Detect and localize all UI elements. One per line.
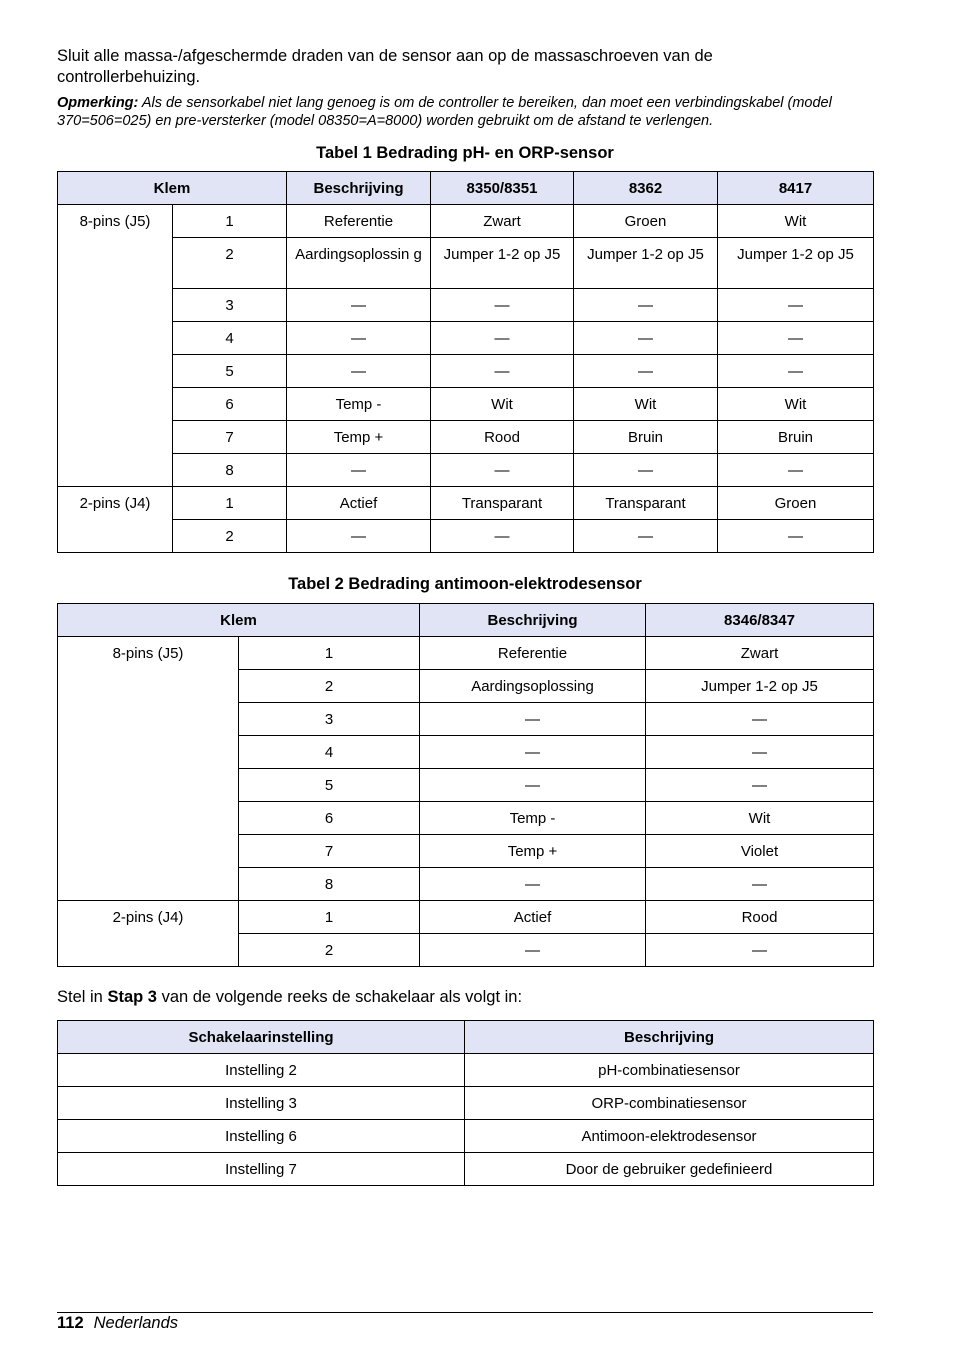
table-cell: Zwart [431, 205, 574, 238]
table-cell: — [420, 703, 646, 736]
table-row [58, 205, 874, 238]
table-cell: — [420, 868, 646, 901]
table-cell: Rood [646, 901, 874, 934]
table-cell: Actief [420, 901, 646, 934]
table-cell: — [646, 703, 874, 736]
table-cell: — [574, 322, 718, 355]
table-cell: Antimoon-elektrodesensor [465, 1120, 874, 1153]
table-row [58, 322, 874, 355]
note [57, 94, 877, 130]
table2-header-klem: Klem [58, 604, 420, 637]
table-cell: Jumper 1-2 op J5 [431, 238, 574, 289]
table-row [58, 421, 874, 454]
table-cell: Bruin [718, 421, 874, 454]
table-cell: Instelling 3 [58, 1087, 465, 1120]
table-cell: Instelling 2 [58, 1054, 465, 1087]
note-text: Als de sensorkabel niet lang genoeg is om de controller te bereiken, dan moet een verbindingskabel (model 370=506=025) en pre-versterker (model 08350=A=8000) worden gebruikt om de afstand te verlengen. [57, 95, 832, 129]
table-cell: 8 [173, 454, 287, 487]
table1-header-8350: 8350/8351 [431, 172, 574, 205]
page-footer [57, 1313, 178, 1333]
table-cell: 1 [173, 205, 287, 238]
table-cell: — [287, 355, 431, 388]
table-cell: 7 [239, 835, 420, 868]
table-row [58, 520, 874, 553]
switch-instruction-post: van de volgende reeks de schakelaar als volgt in: [156, 988, 523, 1006]
table1-caption: Tabel 1 Bedrading pH- en ORP-sensor [316, 144, 614, 162]
table-cell: Referentie [287, 205, 431, 238]
table-cell: — [718, 322, 874, 355]
table-cell: Jumper 1-2 op J5 [646, 670, 874, 703]
table2-group-j5: 8-pins (J5) [58, 637, 239, 901]
table-cell: Aardingsoplossin g [287, 238, 431, 289]
table-row [58, 901, 874, 934]
table-cell: Wit [646, 802, 874, 835]
table-cell: Wit [718, 205, 874, 238]
table-cell: Wit [431, 388, 574, 421]
table-row [58, 637, 874, 670]
table-cell: — [646, 769, 874, 802]
table3-header-row [58, 1021, 874, 1054]
table-cell: 5 [173, 355, 287, 388]
table-cell: — [718, 355, 874, 388]
table-cell: — [431, 355, 574, 388]
table-cell: 4 [173, 322, 287, 355]
table-row [58, 1054, 874, 1087]
table1-header-beschrijving: Beschrijving [287, 172, 431, 205]
table-cell: — [718, 454, 874, 487]
table-cell: 3 [173, 289, 287, 322]
table1-group-j5: 8-pins (J5) [58, 205, 173, 487]
table1 [57, 171, 874, 553]
table-cell: — [718, 289, 874, 322]
table-row [58, 454, 874, 487]
switch-instruction-pre: Stel in [57, 988, 108, 1006]
table-cell: — [420, 769, 646, 802]
table-cell: Temp + [287, 421, 431, 454]
table-cell: — [574, 454, 718, 487]
table-cell: Groen [574, 205, 718, 238]
table-row [58, 388, 874, 421]
table-cell: Transparant [574, 487, 718, 520]
table-cell: 6 [239, 802, 420, 835]
table-cell: — [574, 520, 718, 553]
note-label: Opmerking: [57, 95, 139, 111]
table-row [58, 238, 874, 289]
table2-header-row [58, 604, 874, 637]
table-cell: — [431, 289, 574, 322]
table-cell: — [646, 934, 874, 967]
table2 [57, 603, 874, 967]
table-cell: 1 [239, 637, 420, 670]
table-cell: 1 [173, 487, 287, 520]
table-cell: — [431, 520, 574, 553]
table-cell: — [287, 289, 431, 322]
switch-instruction [57, 987, 522, 1008]
table-cell: Jumper 1-2 op J5 [574, 238, 718, 289]
table-cell: — [431, 454, 574, 487]
table-cell: Transparant [431, 487, 574, 520]
table-cell: — [646, 736, 874, 769]
table-cell: Rood [431, 421, 574, 454]
table1-header-row [58, 172, 874, 205]
table-cell: 2 [239, 670, 420, 703]
footer-language: Nederlands [93, 1314, 179, 1332]
table-cell: 2 [173, 520, 287, 553]
table-cell: 2 [173, 238, 287, 289]
table-cell: Wit [718, 388, 874, 421]
table-row [58, 1087, 874, 1120]
table-cell: Groen [718, 487, 874, 520]
switch-instruction-step: Stap 3 [107, 988, 157, 1006]
table-cell: 2 [239, 934, 420, 967]
table-cell: Instelling 6 [58, 1120, 465, 1153]
table-cell: 8 [239, 868, 420, 901]
table-cell: Temp + [420, 835, 646, 868]
table1-group-j4: 2-pins (J4) [58, 487, 173, 553]
table-cell: Door de gebruiker gedefinieerd [465, 1153, 874, 1186]
table-row [58, 487, 874, 520]
table-cell: 7 [173, 421, 287, 454]
table2-header-beschrijving: Beschrijving [420, 604, 646, 637]
table-cell: Referentie [420, 637, 646, 670]
table1-header-klem: Klem [58, 172, 287, 205]
table2-caption: Tabel 2 Bedrading antimoon-elektrodesensor [288, 575, 642, 593]
table-cell: Bruin [574, 421, 718, 454]
table-row [58, 1120, 874, 1153]
table2-header-8346: 8346/8347 [646, 604, 874, 637]
table1-header-8362: 8362 [574, 172, 718, 205]
table-row [58, 289, 874, 322]
table-cell: Violet [646, 835, 874, 868]
table1-header-8417: 8417 [718, 172, 874, 205]
table-row [58, 1153, 874, 1186]
table-cell: pH-combinatiesensor [465, 1054, 874, 1087]
table-cell: 6 [173, 388, 287, 421]
footer-divider [57, 1312, 873, 1313]
table-cell: 3 [239, 703, 420, 736]
table-cell: Aardingsoplossing [420, 670, 646, 703]
table-cell: Temp - [287, 388, 431, 421]
table-cell: Actief [287, 487, 431, 520]
table-cell: — [646, 868, 874, 901]
table-cell: 5 [239, 769, 420, 802]
table-cell: — [420, 934, 646, 967]
table2-group-j4: 2-pins (J4) [58, 901, 239, 967]
table-cell: Jumper 1-2 op J5 [718, 238, 874, 289]
page-number: 112 [57, 1314, 84, 1332]
table-cell: — [574, 289, 718, 322]
table-cell: — [574, 355, 718, 388]
table3-header-description: Beschrijving [465, 1021, 874, 1054]
table-cell: — [718, 520, 874, 553]
table3 [57, 1020, 874, 1186]
table-cell: Temp - [420, 802, 646, 835]
table-cell: Zwart [646, 637, 874, 670]
table-cell: — [287, 454, 431, 487]
table-cell: Wit [574, 388, 718, 421]
table-cell: 1 [239, 901, 420, 934]
table-row [58, 355, 874, 388]
table-cell: 4 [239, 736, 420, 769]
table-cell: Instelling 7 [58, 1153, 465, 1186]
table-cell: — [287, 520, 431, 553]
table-cell: — [431, 322, 574, 355]
intro-paragraph: Sluit alle massa-/afgeschermde draden van de sensor aan op de massaschroeven van de controllerbehuizing. [57, 47, 713, 86]
table-cell: — [420, 736, 646, 769]
table-cell: ORP-combinatiesensor [465, 1087, 874, 1120]
table-cell: — [287, 322, 431, 355]
table3-header-setting: Schakelaarinstelling [58, 1021, 465, 1054]
